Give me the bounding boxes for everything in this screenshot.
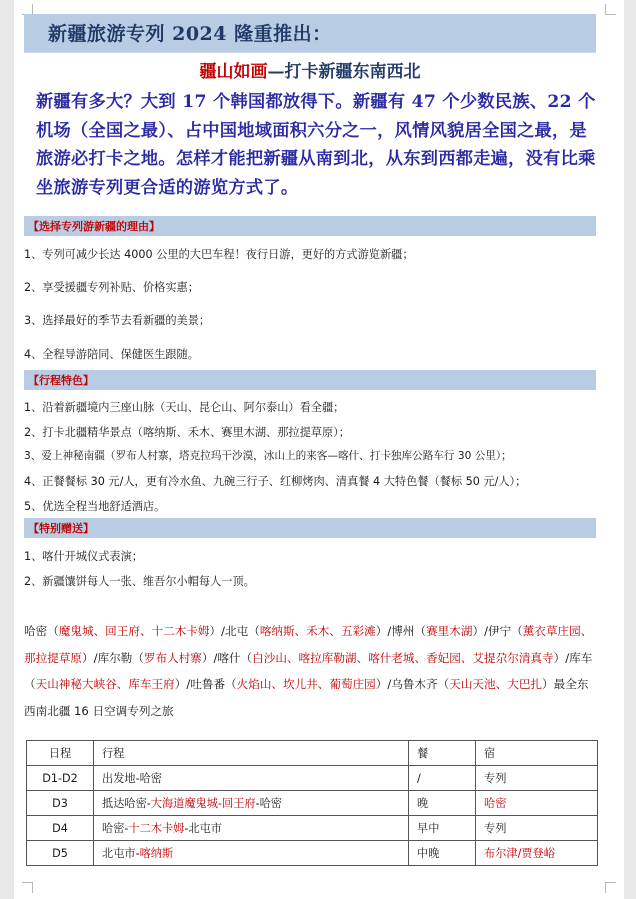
route-text: 北屯市- [102,847,140,860]
attraction-text: 天山天池、大巴扎 [449,677,543,692]
section-heading-label: 【行程特色】 [28,374,94,387]
page-title: 新疆旅游专列 2024 隆重推出： [48,23,332,45]
attraction-text: 喀纳斯 [139,847,174,860]
table-header-cell: 行程 [94,741,409,766]
route-text: -哈密 [255,797,282,810]
route-cell [94,816,409,841]
route-text: 出发地-哈密 [102,772,162,785]
day-cell: D4 [27,816,94,841]
stay-cell: 哈密 [476,791,598,816]
table-row [27,766,598,791]
table-row [27,791,598,816]
route-text: 哈密（ [24,624,59,638]
subtitle-rest: —打卡新疆东南西北 [267,62,421,82]
route-text: ）/乌鲁木齐（ [375,677,450,692]
attraction-text: 大海道魔鬼城-回王府 [150,797,256,810]
list-item: 1、沿着新疆境内三座山脉（天山、昆仑山、阿尔泰山）看全疆； [24,401,345,414]
subtitle-box [24,52,596,83]
table-header-row [27,741,598,766]
day-cell: D1-D2 [27,766,94,791]
list-item: 1、喀什开城仪式表演； [24,550,143,563]
page-corner-mark [22,882,33,893]
day-cell: D3 [27,791,94,816]
route-text: 哈密- [102,822,129,835]
intro-paragraph: 新疆有多大？大到 17 个韩国都放得下。新疆有 47 个少数民族、22 个机场（全国之最）、占中国地域面积六分之一，风情风貌居全国之最，是旅游必打卡之地。怎样才能把新疆从南到北，从东到西都走遍，没有比乘坐旅游专列更合适的游览方式了。 [36,92,596,198]
list-item: 2、打卡北疆精华景点（喀纳斯、禾木、赛里木湖、那拉提草原）； [24,426,350,439]
attraction-text: 火焰山、坎儿井、葡萄庄园 [236,677,376,692]
stay-cell: 布尔津/贾登峪 [476,841,598,866]
table-body [27,766,598,866]
list-item: 3、爱上神秘南疆（罗布人村寨，塔克拉玛干沙漠，冰山上的来客—喀什、打卡独库公路车行 30 公里）； [24,450,512,462]
list-item: 3、选择最好的季节去看新疆的美景； [24,314,211,327]
route-text: ）/北屯（ [209,624,260,638]
stay-cell: 专列 [476,816,598,841]
section-heading-label: 【特别赠送】 [28,522,94,535]
list-item: 2、享受援疆专列补贴、价格实惠； [24,281,199,294]
route-text: ）/喀什（ [201,650,253,665]
meal-cell: / [409,766,476,791]
page-corner-mark [605,4,616,15]
route-text: ）/博州（ [375,624,427,638]
table-header-cell: 日程 [27,741,94,766]
attraction-text: 十二木卡姆 [128,822,185,835]
page-corner-mark [605,882,616,893]
list-item: 4、全程导游陪同、保健医生跟随。 [24,348,199,361]
attraction-text: 天山神秘大峡谷、库车王府 [35,677,175,692]
attraction-text: 喀纳斯、禾木、五彩滩 [259,624,376,638]
stay-cell: 专列 [476,766,598,791]
route-cell [94,791,409,816]
route-text: ）/伊宁（ [472,624,523,638]
table-header-cell: 餐 [409,741,476,766]
section-heading-gifts [24,518,596,538]
attraction-text: 薰衣草庄园、那拉提草原 [24,624,593,665]
route-cell [94,766,409,791]
itinerary-table [26,740,598,866]
day-cell: D5 [27,841,94,866]
meal-cell: 早中 [409,816,476,841]
table-row [27,841,598,866]
route-text: ）/吐鲁番（ [174,677,237,692]
route-text: -北屯市 [184,822,222,835]
attraction-text: 白沙山、喀拉库勒湖、喀什老城、香妃园、艾提尕尔清真寺 [252,650,554,665]
attraction-text: 魔鬼城、回王府、十二木卡姆 [58,624,210,638]
list-item: 2、新疆馕饼每人一张、维吾尔小帽每人一顶。 [24,575,255,588]
list-item: 1、专列可减少长达 4000 公里的大巴车程！夜行日游，更好的方式游览新疆； [24,248,414,261]
section-heading-label: 【选择专列游新疆的理由】 [28,220,160,233]
route-text: 抵达哈密- [102,797,151,810]
attraction-text: 罗布人村寨 [143,650,202,665]
table-row [27,816,598,841]
route-text: ）最全东西南北疆 16 日空调专列之旅 [24,677,589,718]
section-heading-reasons [24,216,596,236]
section-heading-features [24,370,596,390]
table-header-cell: 宿 [476,741,598,766]
page-subtitle [24,57,596,82]
route-text: ）/库车（ [24,650,593,692]
attraction-text: 赛里木湖 [426,624,473,638]
route-text: ）/库尔勒（ [81,650,144,665]
subtitle-highlight: 疆山如画 [199,62,268,82]
meal-cell: 中晚 [409,841,476,866]
route-overview [24,618,598,724]
route-cell [94,841,409,866]
meal-cell: 晚 [409,791,476,816]
list-item: 5、优选全程当地舒适酒店。 [24,500,166,513]
list-item: 4、正餐餐标 30 元/人，更有冷水鱼、九碗三行子、红柳烤肉、清真餐 4 大特色餐（餐标 50 元/人）； [24,475,527,488]
